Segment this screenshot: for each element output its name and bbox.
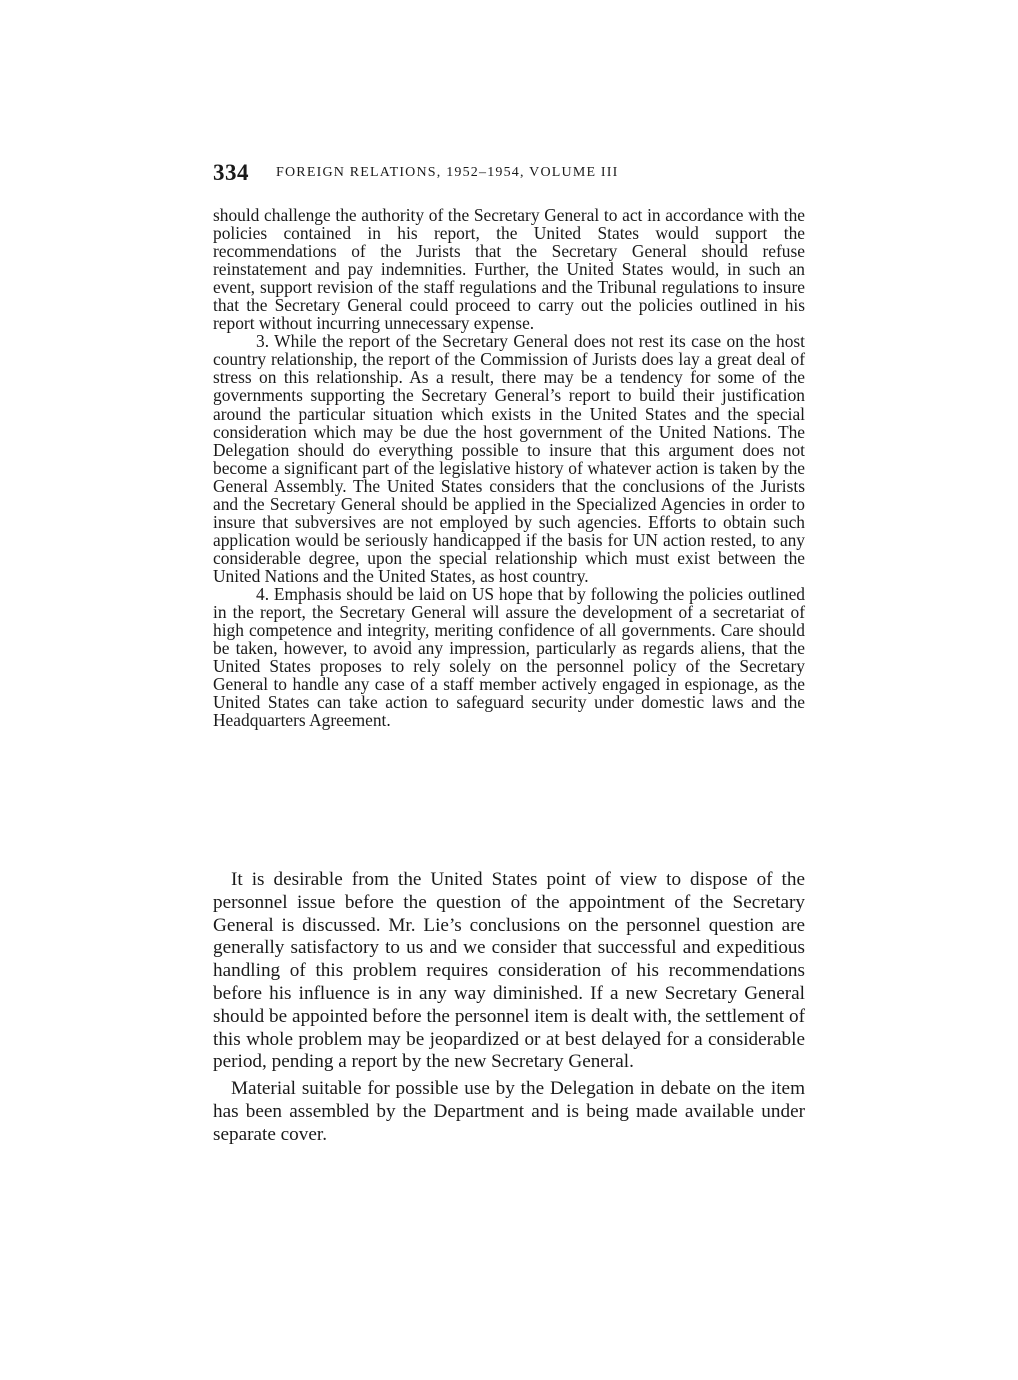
main-text-block — [213, 869, 805, 1147]
running-title: FOREIGN RELATIONS, 1952–1954, VOLUME III — [276, 165, 619, 180]
numbered-item-3: 3. While the report of the Secretary General does not rest its case on the host country relationship, the report of the Commission of Jurists does lay a great deal of stress on this relationship. As a result, there may be a tendency for some of the governments supporting the Secretary General’s report to build their justification around the particular situation which exists in the United States and the special consideration which may be due the host government of the United Nations. The Delegation should do everything possible to insure that this argument does not become a significant part of the legislative history of whatever action is taken by the General Assembly. The United States considers that the conclusions of the Jurists and the Secretary General should be applied in the Specialized Agencies in order to insure that subversives are not employed by such agencies. Efforts to obtain such application would be seriously handicapped if the basis for UN action rested, to any considerable degree, upon the special relationship which must exist between the United Nations and the United States, as host country. — [213, 331, 805, 586]
running-header — [213, 160, 805, 190]
debate-material-paragraph: Material suitable for possible use by the Delegation in debate on the item has been assembled by the Department and is being made available under separate cover. — [213, 1078, 805, 1145]
personnel-issue-paragraph: It is desirable from the United States point of view to dispose of the personnel issue before the question of the appointment of the Secretary General is discussed. Mr. Lie’s conclusions on the personnel question are generally satisfactory to us and we consider that successful and expeditious handling of this problem requires consideration of his recommendations before his influence is in any way diminished. If a new Secretary General should be appointed before the personnel item is dealt with, the settlement of this whole problem may be jeopardized or at best delayed for a considerable period, pending a report by the new Secretary General. — [213, 869, 805, 1073]
page-number: 334 — [213, 160, 249, 185]
instructions-block — [213, 206, 805, 729]
continuation-paragraph: should challenge the authority of the Secretary General to act in accordance with the policies contained in his report, the United States would support the recommendations of the Jurists that the Secretary General should refuse reinstatement and pay indemnities. Further, the United States would, in such an event, support revision of the staff regulations and the Tribunal regulations to insure that the Secretary General could proceed to carry out the policies outlined in his report without incurring unnecessary expense. — [213, 205, 805, 334]
numbered-item-4: 4. Emphasis should be laid on US hope that by following the policies outlined in the report, the Secretary General will assure the development of a secretariat of high competence and integrity, meriting confidence of all governments. Care should be taken, however, to avoid any impression, particularly as regards aliens, that the United States proposes to rely solely on the personnel policy of the Secretary General to handle any case of a staff member actively engaged in espionage, as the United States can take action to safeguard security under domestic laws and the Headquarters Agreement. — [213, 583, 805, 731]
